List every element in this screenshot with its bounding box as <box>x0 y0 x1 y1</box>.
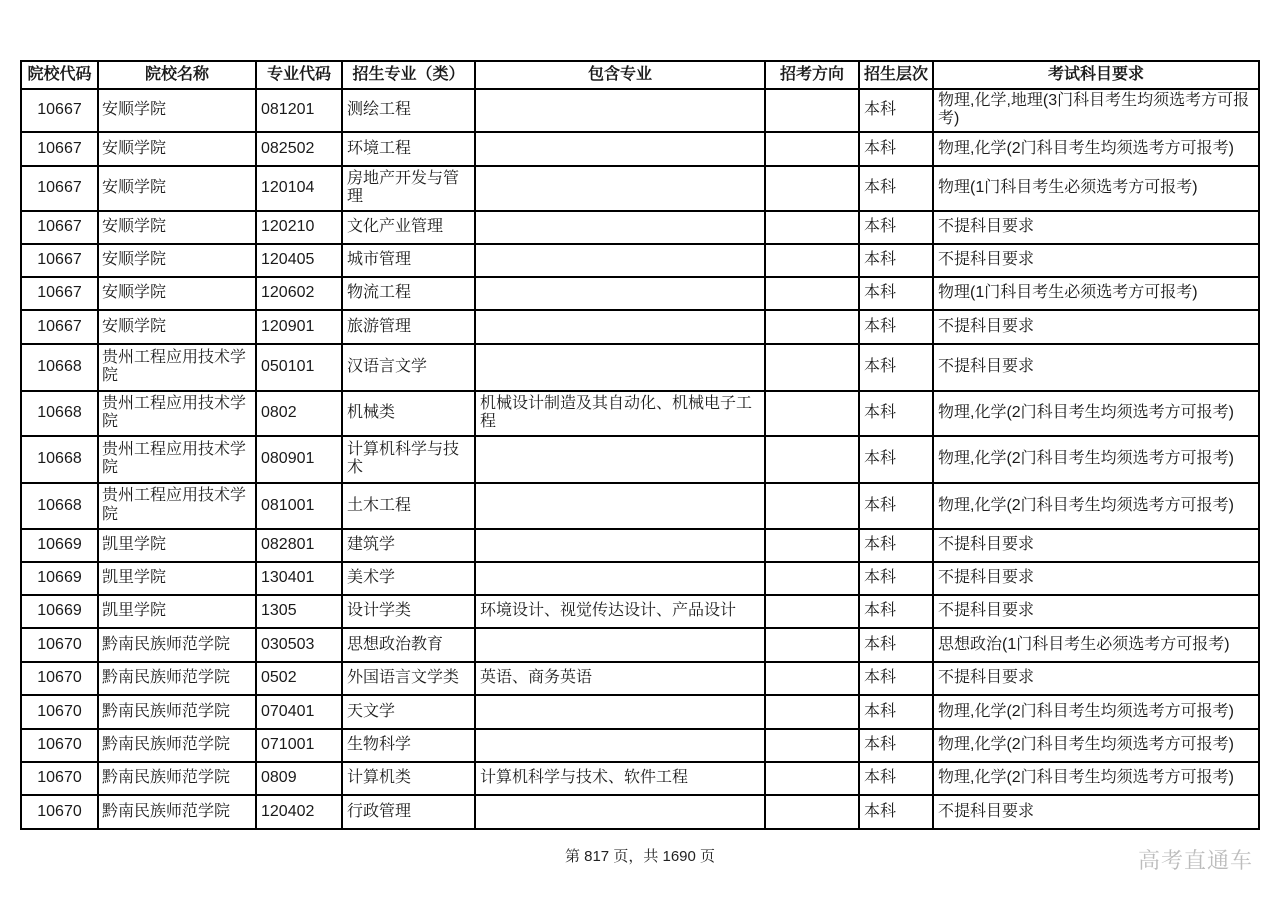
cell-subject-requirement: 不提科目要求 <box>933 211 1259 244</box>
cell-major-name: 设计学类 <box>342 595 475 628</box>
cell-level: 本科 <box>859 436 933 483</box>
cell-direction <box>765 310 859 344</box>
cell-college-code: 10668 <box>21 344 98 391</box>
cell-included-majors <box>475 132 765 166</box>
cell-college-name: 黔南民族师范学院 <box>98 695 256 729</box>
cell-college-code: 10667 <box>21 89 98 132</box>
cell-major-name: 测绘工程 <box>342 89 475 132</box>
cell-major-name: 美术学 <box>342 562 475 595</box>
cell-included-majors <box>475 89 765 132</box>
cell-direction <box>765 795 859 829</box>
cell-included-majors: 环境设计、视觉传达设计、产品设计 <box>475 595 765 628</box>
cell-major-name: 汉语言文学 <box>342 344 475 391</box>
cell-college-code: 10670 <box>21 662 98 695</box>
cell-level: 本科 <box>859 595 933 628</box>
subject-requirements-table <box>20 60 1260 830</box>
cell-included-majors <box>475 344 765 391</box>
table-row <box>21 344 1259 391</box>
cell-subject-requirement: 不提科目要求 <box>933 562 1259 595</box>
cell-major-code: 120405 <box>256 244 342 277</box>
cell-college-name: 安顺学院 <box>98 89 256 132</box>
cell-included-majors <box>475 628 765 662</box>
cell-college-name: 贵州工程应用技术学院 <box>98 483 256 529</box>
cell-college-code: 10667 <box>21 277 98 310</box>
cell-major-name: 旅游管理 <box>342 310 475 344</box>
cell-subject-requirement: 不提科目要求 <box>933 344 1259 391</box>
cell-level: 本科 <box>859 89 933 132</box>
table-row <box>21 211 1259 244</box>
cell-direction <box>765 277 859 310</box>
cell-major-code: 070401 <box>256 695 342 729</box>
cell-level: 本科 <box>859 277 933 310</box>
table-row <box>21 310 1259 344</box>
cell-included-majors <box>475 695 765 729</box>
cell-direction <box>765 695 859 729</box>
cell-level: 本科 <box>859 211 933 244</box>
column-header-major-name: 招生专业（类） <box>342 61 475 89</box>
cell-major-code: 0809 <box>256 762 342 795</box>
cell-major-code: 030503 <box>256 628 342 662</box>
cell-major-name: 物流工程 <box>342 277 475 310</box>
table-row <box>21 562 1259 595</box>
column-header-included-majors: 包含专业 <box>475 61 765 89</box>
cell-direction <box>765 244 859 277</box>
cell-major-name: 城市管理 <box>342 244 475 277</box>
cell-college-name: 贵州工程应用技术学院 <box>98 391 256 436</box>
cell-college-code: 10667 <box>21 244 98 277</box>
cell-college-name: 黔南民族师范学院 <box>98 628 256 662</box>
table-row <box>21 483 1259 529</box>
cell-subject-requirement: 不提科目要求 <box>933 662 1259 695</box>
cell-major-code: 081201 <box>256 89 342 132</box>
table-row <box>21 662 1259 695</box>
column-header-subject-requirement: 考试科目要求 <box>933 61 1259 89</box>
cell-level: 本科 <box>859 132 933 166</box>
table-row <box>21 391 1259 436</box>
column-header-level: 招生层次 <box>859 61 933 89</box>
cell-included-majors <box>475 795 765 829</box>
cell-included-majors: 机械设计制造及其自动化、机械电子工程 <box>475 391 765 436</box>
cell-level: 本科 <box>859 483 933 529</box>
cell-direction <box>765 529 859 562</box>
cell-level: 本科 <box>859 662 933 695</box>
cell-level: 本科 <box>859 244 933 277</box>
cell-major-name: 行政管理 <box>342 795 475 829</box>
cell-direction <box>765 132 859 166</box>
column-header-major-code: 专业代码 <box>256 61 342 89</box>
cell-level: 本科 <box>859 695 933 729</box>
cell-included-majors <box>475 529 765 562</box>
watermark-text: 高考直通车 <box>1137 848 1253 873</box>
cell-major-name: 建筑学 <box>342 529 475 562</box>
cell-major-name: 计算机科学与技术 <box>342 436 475 483</box>
table-row <box>21 166 1259 211</box>
page-number-footer: 第 817 页，共 1690 页 <box>564 848 716 865</box>
cell-direction <box>765 762 859 795</box>
cell-direction <box>765 595 859 628</box>
cell-subject-requirement: 不提科目要求 <box>933 310 1259 344</box>
cell-subject-requirement: 物理,化学,地理(3门科目考生均须选考方可报考) <box>933 89 1259 132</box>
cell-college-code: 10667 <box>21 211 98 244</box>
cell-included-majors <box>475 729 765 762</box>
table-row <box>21 529 1259 562</box>
cell-college-code: 10668 <box>21 391 98 436</box>
cell-subject-requirement: 物理,化学(2门科目考生均须选考方可报考) <box>933 132 1259 166</box>
cell-major-name: 土木工程 <box>342 483 475 529</box>
cell-college-code: 10669 <box>21 562 98 595</box>
cell-major-code: 120402 <box>256 795 342 829</box>
cell-included-majors <box>475 562 765 595</box>
cell-college-code: 10670 <box>21 695 98 729</box>
cell-major-code: 120104 <box>256 166 342 211</box>
column-header-college-name: 院校名称 <box>98 61 256 89</box>
cell-college-name: 黔南民族师范学院 <box>98 762 256 795</box>
cell-major-name: 文化产业管理 <box>342 211 475 244</box>
table-row <box>21 795 1259 829</box>
cell-included-majors <box>475 310 765 344</box>
cell-major-name: 生物科学 <box>342 729 475 762</box>
cell-included-majors: 计算机科学与技术、软件工程 <box>475 762 765 795</box>
cell-subject-requirement: 不提科目要求 <box>933 595 1259 628</box>
cell-level: 本科 <box>859 310 933 344</box>
cell-major-code: 120210 <box>256 211 342 244</box>
cell-college-name: 安顺学院 <box>98 277 256 310</box>
cell-major-name: 机械类 <box>342 391 475 436</box>
cell-direction <box>765 483 859 529</box>
cell-college-name: 凯里学院 <box>98 529 256 562</box>
cell-college-name: 黔南民族师范学院 <box>98 729 256 762</box>
cell-direction <box>765 344 859 391</box>
cell-college-code: 10670 <box>21 795 98 829</box>
cell-college-name: 凯里学院 <box>98 595 256 628</box>
cell-major-code: 081001 <box>256 483 342 529</box>
cell-major-code: 130401 <box>256 562 342 595</box>
cell-direction <box>765 166 859 211</box>
table-row <box>21 729 1259 762</box>
column-header-college-code: 院校代码 <box>21 61 98 89</box>
cell-level: 本科 <box>859 795 933 829</box>
cell-included-majors: 英语、商务英语 <box>475 662 765 695</box>
cell-level: 本科 <box>859 762 933 795</box>
header-row <box>21 61 1259 89</box>
cell-level: 本科 <box>859 166 933 211</box>
cell-level: 本科 <box>859 729 933 762</box>
table-row <box>21 762 1259 795</box>
cell-major-name: 外国语言文学类 <box>342 662 475 695</box>
cell-college-name: 安顺学院 <box>98 166 256 211</box>
cell-included-majors <box>475 277 765 310</box>
table-row <box>21 436 1259 483</box>
cell-direction <box>765 436 859 483</box>
cell-college-code: 10670 <box>21 628 98 662</box>
table-row <box>21 89 1259 132</box>
cell-major-code: 080901 <box>256 436 342 483</box>
cell-subject-requirement: 不提科目要求 <box>933 244 1259 277</box>
cell-direction <box>765 89 859 132</box>
cell-subject-requirement: 思想政治(1门科目考生必须选考方可报考) <box>933 628 1259 662</box>
cell-major-code: 082801 <box>256 529 342 562</box>
cell-subject-requirement: 物理,化学(2门科目考生均须选考方可报考) <box>933 436 1259 483</box>
table-row <box>21 695 1259 729</box>
cell-college-name: 安顺学院 <box>98 310 256 344</box>
cell-included-majors <box>475 211 765 244</box>
cell-subject-requirement: 物理,化学(2门科目考生均须选考方可报考) <box>933 695 1259 729</box>
cell-subject-requirement: 物理,化学(2门科目考生均须选考方可报考) <box>933 762 1259 795</box>
cell-direction <box>765 628 859 662</box>
cell-subject-requirement: 物理(1门科目考生必须选考方可报考) <box>933 166 1259 211</box>
table-row <box>21 277 1259 310</box>
cell-subject-requirement: 物理(1门科目考生必须选考方可报考) <box>933 277 1259 310</box>
cell-major-code: 082502 <box>256 132 342 166</box>
cell-subject-requirement: 不提科目要求 <box>933 795 1259 829</box>
cell-college-name: 安顺学院 <box>98 211 256 244</box>
cell-major-name: 思想政治教育 <box>342 628 475 662</box>
cell-level: 本科 <box>859 344 933 391</box>
cell-college-code: 10667 <box>21 310 98 344</box>
cell-major-code: 120602 <box>256 277 342 310</box>
cell-college-name: 黔南民族师范学院 <box>98 662 256 695</box>
cell-college-name: 凯里学院 <box>98 562 256 595</box>
cell-college-code: 10669 <box>21 529 98 562</box>
cell-major-code: 0802 <box>256 391 342 436</box>
cell-major-code: 0502 <box>256 662 342 695</box>
cell-level: 本科 <box>859 628 933 662</box>
cell-subject-requirement: 物理,化学(2门科目考生均须选考方可报考) <box>933 729 1259 762</box>
cell-included-majors <box>475 483 765 529</box>
cell-included-majors <box>475 436 765 483</box>
cell-direction <box>765 211 859 244</box>
cell-included-majors <box>475 166 765 211</box>
table-row <box>21 244 1259 277</box>
cell-subject-requirement: 物理,化学(2门科目考生均须选考方可报考) <box>933 483 1259 529</box>
cell-direction <box>765 391 859 436</box>
cell-college-name: 安顺学院 <box>98 132 256 166</box>
cell-college-name: 贵州工程应用技术学院 <box>98 436 256 483</box>
cell-direction <box>765 729 859 762</box>
cell-college-code: 10668 <box>21 483 98 529</box>
cell-college-code: 10670 <box>21 762 98 795</box>
cell-college-name: 贵州工程应用技术学院 <box>98 344 256 391</box>
cell-subject-requirement: 物理,化学(2门科目考生均须选考方可报考) <box>933 391 1259 436</box>
column-header-direction: 招考方向 <box>765 61 859 89</box>
cell-college-code: 10667 <box>21 132 98 166</box>
cell-college-code: 10667 <box>21 166 98 211</box>
cell-direction <box>765 562 859 595</box>
cell-college-code: 10670 <box>21 729 98 762</box>
cell-college-code: 10669 <box>21 595 98 628</box>
cell-major-name: 房地产开发与管理 <box>342 166 475 211</box>
cell-level: 本科 <box>859 391 933 436</box>
cell-college-name: 黔南民族师范学院 <box>98 795 256 829</box>
table-row <box>21 628 1259 662</box>
cell-level: 本科 <box>859 529 933 562</box>
cell-major-code: 071001 <box>256 729 342 762</box>
cell-included-majors <box>475 244 765 277</box>
cell-college-name: 安顺学院 <box>98 244 256 277</box>
cell-major-code: 120901 <box>256 310 342 344</box>
table-row <box>21 132 1259 166</box>
cell-college-code: 10668 <box>21 436 98 483</box>
cell-major-code: 050101 <box>256 344 342 391</box>
cell-subject-requirement: 不提科目要求 <box>933 529 1259 562</box>
cell-major-name: 环境工程 <box>342 132 475 166</box>
cell-major-code: 1305 <box>256 595 342 628</box>
table-row <box>21 595 1259 628</box>
cell-direction <box>765 662 859 695</box>
cell-major-name: 计算机类 <box>342 762 475 795</box>
cell-major-name: 天文学 <box>342 695 475 729</box>
cell-level: 本科 <box>859 562 933 595</box>
